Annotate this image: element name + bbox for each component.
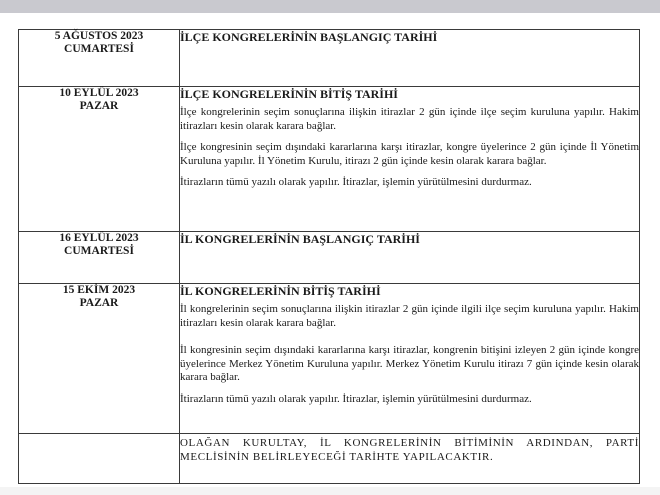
row-heading: İLÇE KONGRELERİNİN BİTİŞ TARİHİ bbox=[180, 87, 398, 101]
table-row bbox=[19, 284, 640, 434]
date-cell bbox=[19, 284, 180, 434]
bottom-strip bbox=[0, 487, 660, 495]
table-row bbox=[19, 232, 640, 284]
weekday-text: CUMARTESİ bbox=[64, 245, 134, 257]
empty-date-cell bbox=[19, 434, 180, 484]
table-row bbox=[19, 434, 640, 484]
weekday-text: PAZAR bbox=[79, 297, 119, 309]
weekday-text: CUMARTESİ bbox=[64, 43, 134, 55]
date-cell bbox=[19, 232, 180, 284]
paragraph: İlçe kongresinin seçim dışındaki kararlarına karşı itirazlar, kongre üyelerince 2 gün içinde İl Yönetim Kuruluna yapılır. İl Yönetim Kurulu, itirazı 2 gün içinde kesin olarak karara bağlar. bbox=[180, 141, 639, 167]
row-heading: İL KONGRELERİNİN BAŞLANGIÇ TARİHİ bbox=[180, 232, 420, 246]
date-text: 16 EYLÜL 2023 bbox=[59, 232, 139, 244]
row-heading: İL KONGRELERİNİN BİTİŞ TARİHİ bbox=[180, 284, 381, 298]
date-text: 5 AĞUSTOS 2023 bbox=[54, 30, 144, 42]
content-cell bbox=[180, 284, 640, 434]
paragraph: İtirazların tümü yazılı olarak yapılır. İtirazlar, işlemin yürütülmesini durdurmaz. bbox=[180, 176, 532, 188]
date-text: 15 EKİM 2023 bbox=[62, 284, 136, 296]
table-row bbox=[19, 87, 640, 232]
row-heading: İLÇE KONGRELERİNİN BAŞLANGIÇ TARİHİ bbox=[180, 30, 438, 44]
date-cell bbox=[19, 30, 180, 87]
content-cell bbox=[180, 87, 640, 232]
final-note: OLAĞAN KURULTAY, İL KONGRELERİNİN BİTİMİNİN ARDINDAN, PARTİ MECLİSİNİN BELİRLEYECEĞİ TARİHTE YAPILACAKTIR. bbox=[180, 437, 639, 463]
paragraph: İtirazların tümü yazılı olarak yapılır. İtirazlar, işlemin yürütülmesini durdurmaz. bbox=[180, 392, 532, 405]
weekday-text: PAZAR bbox=[79, 100, 119, 112]
date-text: 10 EYLÜL 2023 bbox=[59, 87, 139, 99]
paragraph: İl kongresinin seçim dışındaki kararlarına karşı itirazlar, kongrenin bitişini izleyen 2 gün içinde kongre üyelerince Merkez Yönetim Kuruluna yapılır. Merkez Yönetim Kurulu itirazı 7 gün içinde kesin olarak karara bağlar. bbox=[180, 344, 639, 383]
congress-schedule-table bbox=[18, 29, 640, 484]
paragraph: İl kongrelerinin seçim sonuçlarına ilişkin itirazlar 2 gün içinde ilgili ilçe seçim kuruluna yapılır. Hakim itirazları kesin olarak karara bağlar. bbox=[180, 303, 639, 329]
content-cell bbox=[180, 30, 640, 87]
table-row bbox=[19, 30, 640, 87]
content-cell bbox=[180, 232, 640, 284]
date-cell bbox=[19, 87, 180, 232]
content-cell bbox=[180, 434, 640, 484]
top-gray-bar bbox=[0, 0, 660, 13]
paragraph: İlçe kongrelerinin seçim sonuçlarına ilişkin itirazlar 2 gün içinde ilçe seçim kuruluna yapılır. Hakim itirazları kesin olarak karara bağlar. bbox=[180, 106, 639, 132]
